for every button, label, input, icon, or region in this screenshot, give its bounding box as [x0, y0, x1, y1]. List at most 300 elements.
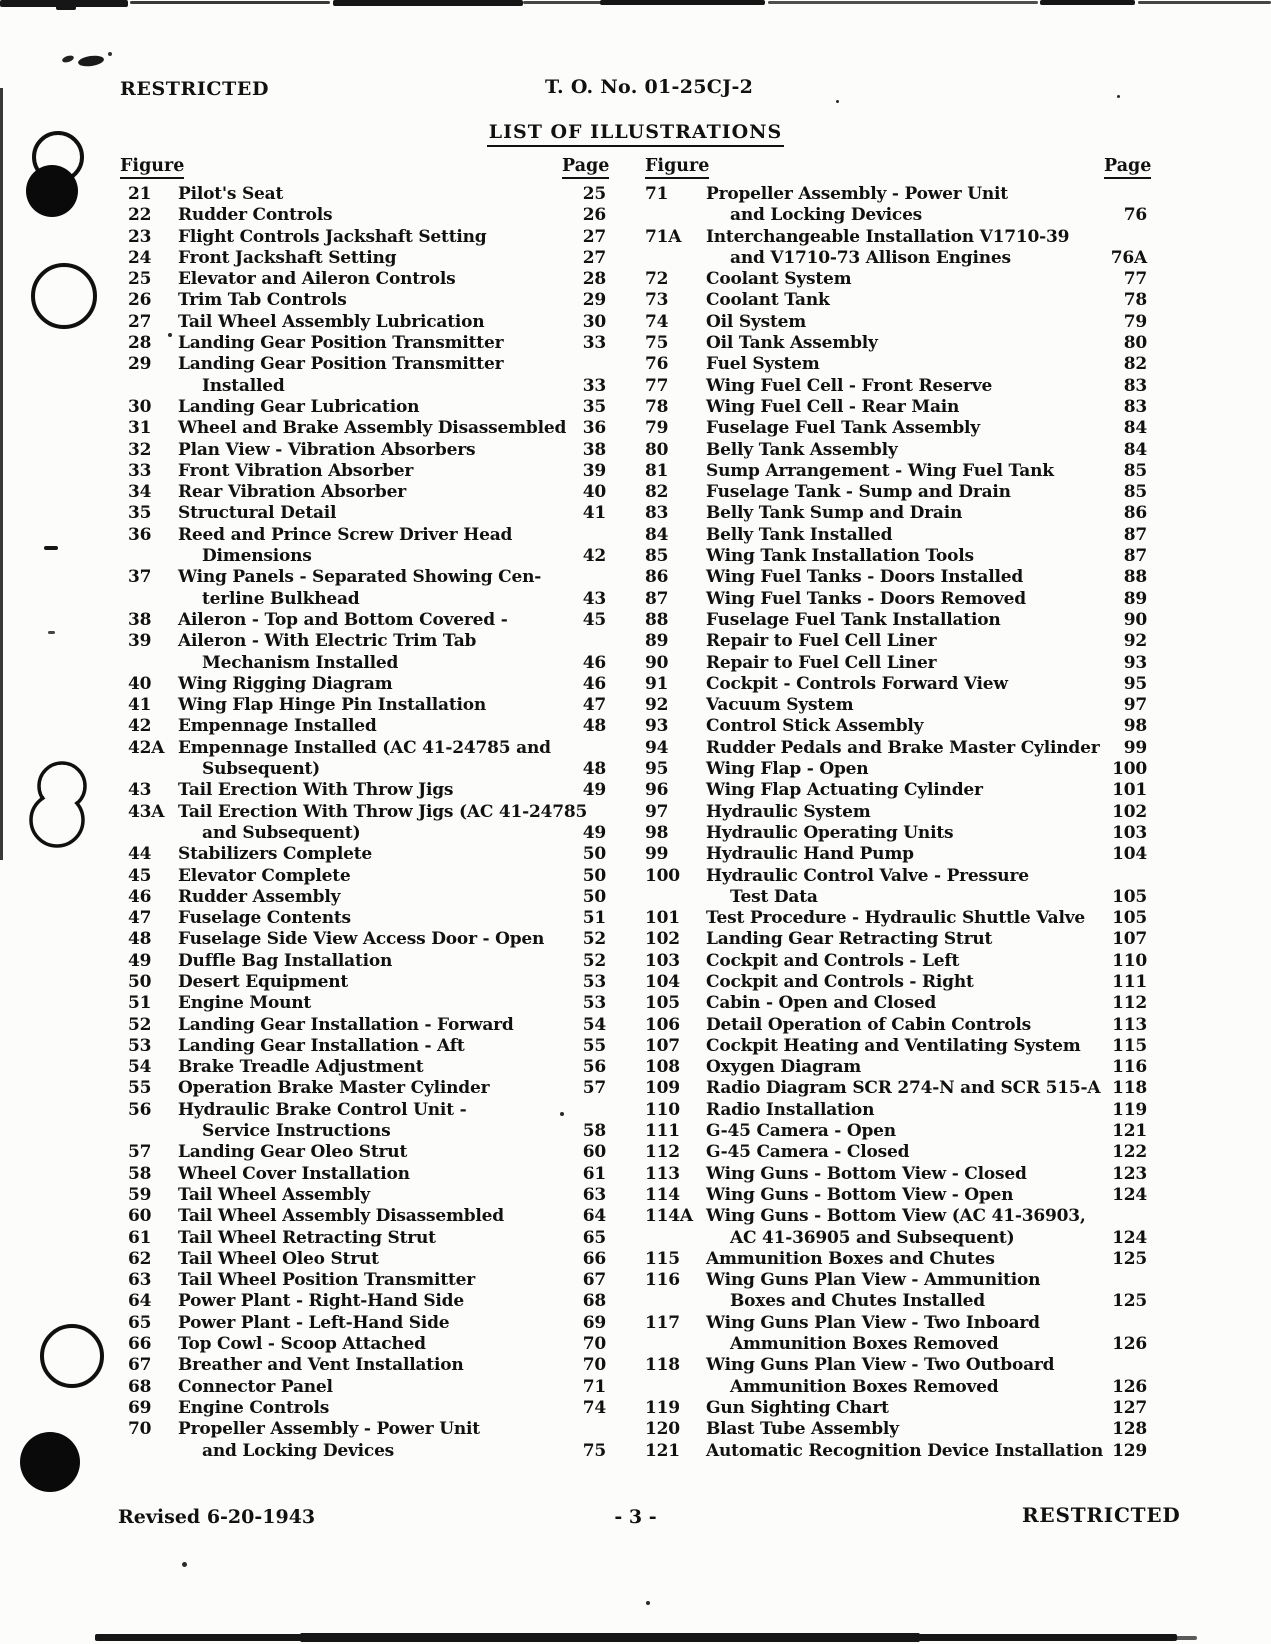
figure-title: Wing Guns Plan View - Two Outboard [706, 1355, 1055, 1376]
figure-title: Cabin - Open and Closed [706, 993, 937, 1014]
figure-number: 94 [645, 737, 669, 758]
toc-entry-line [645, 397, 1147, 418]
scan-edge-noise [1138, 1, 1271, 4]
toc-entry-line [645, 1121, 1147, 1142]
scan-edge-noise [56, 0, 76, 10]
figure-number: 46 [128, 886, 152, 907]
figure-number: 40 [128, 673, 152, 694]
figure-page: 67 [582, 1270, 606, 1291]
figure-number: 82 [645, 482, 669, 503]
figure-page: 58 [582, 1121, 606, 1142]
figure-number: 43 [128, 780, 152, 801]
toc-entry-line [128, 418, 606, 439]
figure-number: 106 [645, 1014, 680, 1035]
figure-page: 110 [1112, 950, 1147, 971]
figure-number: 114A [645, 1206, 693, 1227]
toc-entry-line [645, 1142, 1147, 1163]
figure-page: 99 [1123, 737, 1147, 758]
figure-page: 111 [1112, 971, 1147, 992]
toc-entry-line [128, 1015, 606, 1036]
toc-entry-line [128, 333, 606, 354]
scan-edge-noise [768, 1, 1038, 4]
figure-title: Plan View - Vibration Absorbers [178, 439, 476, 460]
toc-entry-line [645, 1270, 1147, 1291]
toc-entry-line [645, 1291, 1147, 1312]
figure-number: 73 [645, 290, 669, 311]
figure-page: 79 [1123, 311, 1147, 332]
figure-title: Cockpit - Controls Forward View [706, 673, 1008, 694]
figure-title: Blast Tube Assembly [706, 1419, 899, 1440]
figure-title: Wing Flap Actuating Cylinder [706, 780, 983, 801]
toc-entry-line [128, 1164, 606, 1185]
classification-footer: RESTRICTED [1022, 1503, 1181, 1527]
figure-title: Wing Fuel Tanks - Doors Removed [706, 588, 1026, 609]
figure-number: 80 [645, 439, 669, 460]
page-title: LIST OF ILLUSTRATIONS [0, 121, 1271, 143]
toc-entry-line [128, 269, 606, 290]
toc-entry-line [645, 312, 1147, 333]
toc-entry-line [645, 1398, 1147, 1419]
figure-title: Coolant System [706, 269, 852, 290]
figure-page: 49 [582, 780, 606, 801]
figure-title: Hydraulic Hand Pump [706, 844, 914, 865]
figure-number: 118 [645, 1355, 680, 1376]
illustrations-list-right [645, 184, 1147, 1462]
figure-title: Fuel System [706, 354, 820, 375]
figure-title: Interchangeable Installation V1710-39 [706, 226, 1070, 247]
figure-number: 97 [645, 801, 669, 822]
figure-page: 126 [1112, 1334, 1147, 1355]
toc-entry-line [645, 589, 1147, 610]
toc-entry-line [645, 376, 1147, 397]
figure-page: 85 [1123, 460, 1147, 481]
figure-title: Structural Detail [178, 503, 337, 524]
toc-entry-line [645, 1334, 1147, 1355]
toc-entry-line [128, 610, 606, 631]
toc-entry-line [645, 1419, 1147, 1440]
toc-entry-line [645, 759, 1147, 780]
figure-number: 28 [128, 333, 152, 354]
figure-title: Detail Operation of Cabin Controls [706, 1014, 1032, 1035]
figure-page: 51 [582, 908, 606, 929]
figure-title: Boxes and Chutes Installed [730, 1291, 985, 1312]
toc-entry-line [645, 1355, 1147, 1376]
figure-title: Hydraulic Control Valve - Pressure [706, 865, 1029, 886]
figure-page: 116 [1112, 1057, 1147, 1078]
figure-title: Wing Guns - Bottom View (AC 41-36903, [706, 1206, 1086, 1227]
toc-entry-line [645, 951, 1147, 972]
figure-number: 102 [645, 929, 680, 950]
figure-page: 70 [582, 1334, 606, 1355]
toc-entry-line [645, 1185, 1147, 1206]
toc-entry-line [645, 610, 1147, 631]
figure-title: Wing Guns - Bottom View - Closed [706, 1163, 1027, 1184]
figure-page: 82 [1123, 354, 1147, 375]
figure-number: 75 [645, 333, 669, 354]
scan-edge-noise [0, 88, 3, 860]
figure-page: 125 [1112, 1248, 1147, 1269]
toc-entry-line [128, 312, 606, 333]
toc-entry-line [128, 248, 606, 269]
figure-title: Wing Flap - Open [706, 759, 869, 780]
figure-number: 104 [645, 971, 680, 992]
figure-number: 26 [128, 290, 152, 311]
figure-title: Power Plant - Right-Hand Side [178, 1291, 464, 1312]
figure-number: 85 [645, 546, 669, 567]
figure-number: 115 [645, 1248, 680, 1269]
toc-entry-line [128, 1078, 606, 1099]
figure-number: 25 [128, 269, 152, 290]
figure-page: 84 [1123, 418, 1147, 439]
figure-page: 54 [582, 1014, 606, 1035]
scan-edge-noise [1175, 1636, 1197, 1640]
figure-number: 42 [128, 716, 152, 737]
figure-page: 121 [1112, 1121, 1147, 1142]
figure-title: Empennage Installed (AC 41-24785 and [178, 737, 551, 758]
figure-title: Fuselage Fuel Tank Installation [706, 609, 1001, 630]
toc-entry-line [645, 1057, 1147, 1078]
figure-title: Empennage Installed [178, 716, 377, 737]
figure-page: 101 [1112, 780, 1147, 801]
figure-page: 48 [582, 759, 606, 780]
figure-title: Wing Fuel Tanks - Doors Installed [706, 567, 1024, 588]
figure-title: and Locking Devices [202, 1440, 395, 1461]
figure-number: 53 [128, 1035, 152, 1056]
figure-page: 93 [1123, 652, 1147, 673]
figure-title: Connector Panel [178, 1376, 333, 1397]
figure-title: Desert Equipment [178, 971, 349, 992]
figure-page: 80 [1123, 333, 1147, 354]
figure-title: Fuselage Fuel Tank Assembly [706, 418, 980, 439]
figure-number: 105 [645, 993, 680, 1014]
figure-title: Wing Panels - Separated Showing Cen- [178, 567, 542, 588]
figure-number: 34 [128, 482, 152, 503]
figure-page: 42 [582, 546, 606, 567]
figure-title: Wing Guns Plan View - Two Inboard [706, 1312, 1040, 1333]
toc-entry-line [128, 1057, 606, 1078]
classification-header: RESTRICTED [120, 78, 270, 100]
figure-page: 52 [582, 929, 606, 950]
figure-page: 30 [582, 311, 606, 332]
figure-number: 70 [128, 1419, 152, 1440]
figure-title: G-45 Camera - Open [706, 1121, 896, 1142]
figure-page: 53 [582, 993, 606, 1014]
figure-title: Tail Wheel Position Transmitter [178, 1270, 475, 1291]
toc-entry-line [128, 589, 606, 610]
figure-number: 93 [645, 716, 669, 737]
figure-number: 110 [645, 1099, 680, 1120]
figure-title: Wing Flap Hinge Pin Installation [178, 695, 487, 716]
figure-page: 86 [1123, 503, 1147, 524]
toc-entry-line [645, 1313, 1147, 1334]
figure-page: 92 [1123, 631, 1147, 652]
toc-entry-line [645, 503, 1147, 524]
toc-entry-line [645, 1164, 1147, 1185]
figure-title: Wing Rigging Diagram [178, 673, 393, 694]
toc-entry-line [645, 461, 1147, 482]
figure-page: 70 [582, 1355, 606, 1376]
toc-entry-line [645, 1036, 1147, 1057]
column-header-figure: Figure [120, 156, 184, 179]
figure-title: Test Data [730, 886, 818, 907]
figure-page: 47 [582, 695, 606, 716]
figure-title: Rudder Assembly [178, 886, 341, 907]
toc-entry-line [645, 1249, 1147, 1270]
figure-page: 122 [1112, 1142, 1147, 1163]
toc-entry-line [128, 951, 606, 972]
figure-number: 71 [645, 184, 669, 204]
figure-title: AC 41-36905 and Subsequent) [730, 1227, 1015, 1248]
toc-entry-line [128, 227, 606, 248]
figure-title: Belly Tank Assembly [706, 439, 898, 460]
figure-title: Ammunition Boxes Removed [730, 1376, 999, 1397]
figure-page: 127 [1112, 1397, 1147, 1418]
toc-entry-line [128, 1291, 606, 1312]
toc-entry-line [128, 1355, 606, 1376]
figure-number: 31 [128, 418, 152, 439]
figure-page: 50 [582, 865, 606, 886]
toc-entry-line [645, 716, 1147, 737]
figure-number: 83 [645, 503, 669, 524]
figure-title: Propeller Assembly - Power Unit [706, 184, 1008, 204]
figure-number: 103 [645, 950, 680, 971]
toc-entry-line [645, 1078, 1147, 1099]
toc-entry-line [645, 525, 1147, 546]
figure-number: 23 [128, 226, 152, 247]
figure-page: 55 [582, 1035, 606, 1056]
figure-number: 81 [645, 460, 669, 481]
figure-title: Coolant Tank [706, 290, 830, 311]
figure-number: 38 [128, 609, 152, 630]
toc-entry-line [128, 376, 606, 397]
toc-entry-line [128, 1142, 606, 1163]
figure-title: Gun Sighting Chart [706, 1397, 889, 1418]
toc-entry-line [128, 993, 606, 1014]
toc-entry-line [645, 333, 1147, 354]
figure-title: Landing Gear Retracting Strut [706, 929, 993, 950]
scan-speck [44, 546, 58, 550]
figure-page: 129 [1112, 1440, 1147, 1461]
figure-number: 76 [645, 354, 669, 375]
figure-number: 44 [128, 844, 152, 865]
figure-number: 86 [645, 567, 669, 588]
toc-entry-line [128, 823, 606, 844]
figure-page: 50 [582, 844, 606, 865]
figure-page: 56 [582, 1057, 606, 1078]
figure-page: 57 [582, 1078, 606, 1099]
figure-page: 89 [1123, 588, 1147, 609]
toc-entry-line [128, 546, 606, 567]
figure-page: 97 [1123, 695, 1147, 716]
toc-entry-line [645, 631, 1147, 652]
figure-number: 79 [645, 418, 669, 439]
figure-number: 37 [128, 567, 152, 588]
toc-entry-line [128, 354, 606, 375]
figure-page: 75 [582, 1440, 606, 1461]
figure-number: 56 [128, 1099, 152, 1120]
figure-number: 27 [128, 311, 152, 332]
figure-page: 41 [582, 503, 606, 524]
figure-page: 26 [582, 205, 606, 226]
scan-edge-noise [600, 0, 765, 5]
figure-title: Fuselage Tank - Sump and Drain [706, 482, 1011, 503]
figure-title: Service Instructions [202, 1121, 391, 1142]
toc-entry-line [645, 1206, 1147, 1227]
figure-number: 108 [645, 1057, 680, 1078]
scan-edge-noise [333, 0, 523, 6]
figure-number: 29 [128, 354, 152, 375]
figure-page: 84 [1123, 439, 1147, 460]
figure-title: Cockpit and Controls - Left [706, 950, 960, 971]
toc-entry-line [128, 1377, 606, 1398]
figure-title: Wheel and Brake Assembly Disassembled [178, 418, 567, 439]
figure-title: Tail Wheel Retracting Strut [178, 1227, 436, 1248]
toc-entry-line [128, 1398, 606, 1419]
figure-page: 43 [582, 588, 606, 609]
figure-number: 49 [128, 950, 152, 971]
toc-entry-line [128, 440, 606, 461]
scan-edge-noise [300, 1633, 920, 1642]
figure-page: 49 [582, 822, 606, 843]
figure-page: 66 [582, 1248, 606, 1269]
figure-title: Aileron - With Electric Trim Tab [178, 631, 477, 652]
figure-page: 100 [1112, 759, 1147, 780]
figure-page: 105 [1112, 908, 1147, 929]
toc-entry-line [128, 759, 606, 780]
figure-number: 92 [645, 695, 669, 716]
toc-entry-line [128, 908, 606, 929]
figure-number: 64 [128, 1291, 152, 1312]
figure-title: Duffle Bag Installation [178, 950, 393, 971]
toc-entry-line [128, 716, 606, 737]
figure-title: Tail Wheel Assembly Disassembled [178, 1206, 504, 1227]
figure-title: Front Vibration Absorber [178, 460, 414, 481]
toc-entry-line [128, 397, 606, 418]
toc-entry-line [128, 1036, 606, 1057]
figure-page: 27 [582, 247, 606, 268]
toc-entry-line [645, 1441, 1147, 1462]
figure-number: 109 [645, 1078, 680, 1099]
figure-number: 112 [645, 1142, 680, 1163]
figure-title: Tail Wheel Assembly [178, 1184, 370, 1205]
figure-page: 88 [1123, 567, 1147, 588]
figure-number: 77 [645, 375, 669, 396]
figure-title: Dimensions [202, 546, 312, 567]
scan-edge-noise [523, 1, 603, 4]
figure-page: 98 [1123, 716, 1147, 737]
figure-title: Rudder Pedals and Brake Master Cylinder [706, 737, 1100, 758]
toc-entry-line [645, 844, 1147, 865]
toc-entry-line [645, 866, 1147, 887]
figure-number: 55 [128, 1078, 152, 1099]
revision-date: Revised 6-20-1943 [118, 1506, 316, 1528]
figure-number: 22 [128, 205, 152, 226]
figure-number: 54 [128, 1057, 152, 1078]
figure-page: 113 [1112, 1014, 1147, 1035]
figure-page: 25 [582, 184, 606, 204]
figure-number: 39 [128, 631, 152, 652]
figure-number: 101 [645, 908, 680, 929]
toc-entry-line [128, 567, 606, 588]
figure-page: 124 [1112, 1227, 1147, 1248]
figure-page: 46 [582, 652, 606, 673]
figure-number: 99 [645, 844, 669, 865]
column-header-page: Page [1104, 156, 1151, 179]
figure-number: 66 [128, 1334, 152, 1355]
toc-entry-line [128, 1334, 606, 1355]
figure-title: Tail Erection With Throw Jigs [178, 780, 454, 801]
figure-title: Hydraulic Brake Control Unit - [178, 1099, 467, 1120]
figure-number: 68 [128, 1376, 152, 1397]
toc-entry-line [128, 1249, 606, 1270]
figure-number: 51 [128, 993, 152, 1014]
figure-number: 84 [645, 524, 669, 545]
figure-number: 119 [645, 1397, 680, 1418]
figure-title: and Locking Devices [730, 205, 923, 226]
figure-page: 53 [582, 971, 606, 992]
figure-number: 69 [128, 1397, 152, 1418]
figure-title: Landing Gear Lubrication [178, 396, 420, 417]
figure-page: 69 [582, 1312, 606, 1333]
toc-entry-line [645, 1015, 1147, 1036]
toc-entry-line [645, 695, 1147, 716]
figure-title: Trim Tab Controls [178, 290, 347, 311]
figure-page: 105 [1112, 886, 1147, 907]
figure-title: Wing Guns - Bottom View - Open [706, 1184, 1014, 1205]
figure-title: Sump Arrangement - Wing Fuel Tank [706, 460, 1054, 481]
toc-entry-line [645, 1228, 1147, 1249]
figure-page: 52 [582, 950, 606, 971]
toc-entry-line [645, 802, 1147, 823]
figure-title: Oil Tank Assembly [706, 333, 878, 354]
figure-number: 98 [645, 822, 669, 843]
figure-title: Cockpit Heating and Ventilating System [706, 1035, 1081, 1056]
figure-title: Mechanism Installed [202, 652, 399, 673]
figure-number: 63 [128, 1270, 152, 1291]
figure-title: Belly Tank Installed [706, 524, 893, 545]
toc-entry-line [645, 440, 1147, 461]
figure-number: 47 [128, 908, 152, 929]
figure-page: 102 [1112, 801, 1147, 822]
figure-number: 33 [128, 460, 152, 481]
figure-title: Belly Tank Sump and Drain [706, 503, 963, 524]
figure-page: 118 [1112, 1078, 1147, 1099]
figure-page: 35 [582, 396, 606, 417]
figure-number: 114 [645, 1184, 680, 1205]
toc-entry-line [128, 972, 606, 993]
scan-speck [182, 1562, 187, 1567]
figure-title: Landing Gear Installation - Forward [178, 1014, 514, 1035]
figure-number: 100 [645, 865, 680, 886]
figure-title: Ammunition Boxes Removed [730, 1334, 999, 1355]
page-number: - 3 - [614, 1506, 657, 1528]
figure-page: 48 [582, 716, 606, 737]
toc-entry-line [128, 1313, 606, 1334]
figure-title: Wheel Cover Installation [178, 1163, 410, 1184]
figure-page: 46 [582, 673, 606, 694]
toc-entry-line [645, 972, 1147, 993]
figure-title: Cockpit and Controls - Right [706, 971, 974, 992]
figure-page: 61 [582, 1163, 606, 1184]
toc-entry-line [645, 269, 1147, 290]
figure-title: Radio Installation [706, 1099, 875, 1120]
toc-entry-line [128, 1228, 606, 1249]
column-header-figure: Figure [645, 156, 709, 179]
figure-page: 85 [1123, 482, 1147, 503]
figure-number: 74 [645, 311, 669, 332]
figure-number: 57 [128, 1142, 152, 1163]
figure-number: 71A [645, 226, 682, 247]
